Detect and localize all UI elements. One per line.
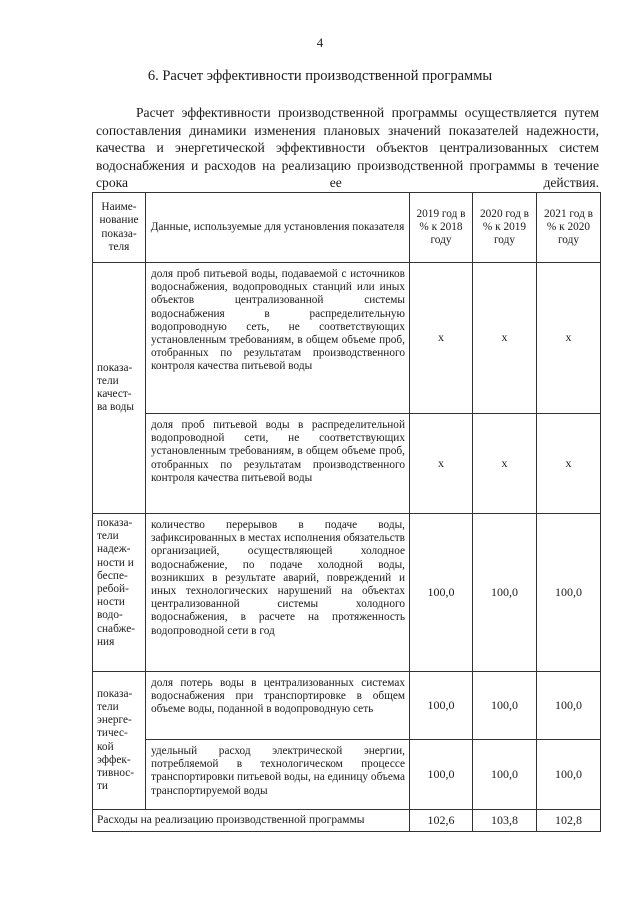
table-row — [93, 414, 601, 514]
cell-2019: 100,0 — [410, 740, 473, 810]
cell-2021: х — [537, 263, 601, 414]
table-row — [93, 514, 601, 672]
total-2021: 102,8 — [537, 810, 601, 832]
header-data: Данные, используемые для установления показателя — [146, 193, 410, 263]
total-label: Расходы на реализацию производственной программы — [93, 810, 410, 832]
cell-2020: 100,0 — [473, 514, 537, 672]
page-number: 4 — [316, 35, 324, 50]
cell-2021: 100,0 — [537, 672, 601, 740]
cell-2020: х — [473, 414, 537, 514]
table-row — [93, 263, 601, 414]
section-title: 6. Расчет эффективности производственной программы — [147, 68, 493, 84]
total-row — [93, 810, 601, 832]
group-name-energy: показа-тели энерге-тичес-кой эффек-тивнос-ти — [93, 672, 146, 810]
cell-2019: 100,0 — [410, 672, 473, 740]
intro-paragraph — [96, 104, 599, 192]
header-name: Наиме-нование показа-теля — [93, 193, 146, 263]
intro-text: Расчет эффективности производственной программы осуществляется путем сопоставления динамики изменения плановых значений показателей надежности, качества и энергетической эффективности объектов централизованных систем водоснабжения и расходов на реализацию производственной программы в течение срока ее действия. — [96, 105, 599, 191]
header-2020: 2020 год в % к 2019 году — [473, 193, 537, 263]
table-row — [93, 740, 601, 810]
cell-2021: х — [537, 414, 601, 514]
cell-2021: 100,0 — [537, 740, 601, 810]
group-name-quality: показа-тели качест-ва воды — [93, 263, 146, 514]
cell-2020: 100,0 — [473, 672, 537, 740]
cell-2021: 100,0 — [537, 514, 601, 672]
efficiency-table — [92, 192, 601, 832]
cell-2019: х — [410, 414, 473, 514]
cell-2020: 100,0 — [473, 740, 537, 810]
cell-2019: х — [410, 263, 473, 414]
row-description: доля проб питьевой воды, подаваемой с источников водоснабжения, водопроводных станций или иных объектов централизованной системы водоснабжения в распределительную водопроводную сеть, не соответствующих установленным требованиям, в общем объеме проб, отобранных по результатам производственного контроля качества питьевой воды — [146, 263, 410, 414]
total-2019: 102,6 — [410, 810, 473, 832]
row-description: количество перерывов в подаче воды, зафиксированных в местах исполнения обязательств организацией, осуществляющей холодное водоснабжение, по подаче холодной воды, возникших в результате аварий, повреждений и иных технологических нарушений на объектах централизованной системы холодного водоснабжения, в расчете на протяженность водопроводной сети в год — [146, 514, 410, 672]
table-header-row — [93, 193, 601, 263]
group-name-reliability: показа-тели надеж-ности и беспе-ребой-ности водо-снабже-ния — [93, 514, 146, 672]
row-description: удельный расход электрической энергии, потребляемой в технологическом процессе транспортировки питьевой воды, на единицу объема транспортируемой воды — [146, 740, 410, 810]
cell-2020: х — [473, 263, 537, 414]
cell-2019: 100,0 — [410, 514, 473, 672]
header-2021: 2021 год в % к 2020 году — [537, 193, 601, 263]
row-description: доля потерь воды в централизованных системах водоснабжения при транспортировке в общем объеме воды, поданной в водопроводную сеть — [146, 672, 410, 740]
table-row — [93, 672, 601, 740]
header-2019: 2019 год в % к 2018 году — [410, 193, 473, 263]
total-2020: 103,8 — [473, 810, 537, 832]
row-description: доля проб питьевой воды в распределительной водопроводной сети, не соответствующих установленным требованиям, в общем объеме проб, отобранных по результатам производственного контроля качества питьевой воды — [146, 414, 410, 514]
